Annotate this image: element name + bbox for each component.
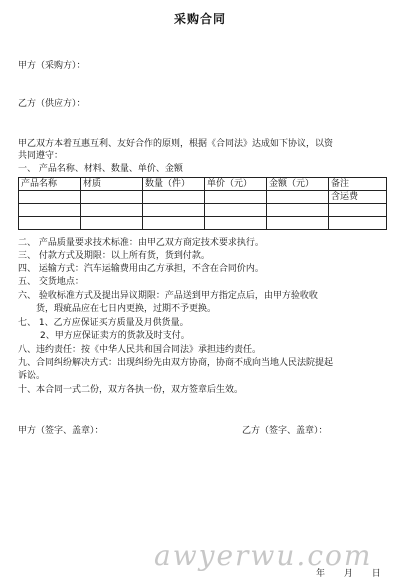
clause-9-line-2: 诉讼。 xyxy=(18,371,46,381)
table-header-row xyxy=(19,178,387,191)
table-cell: 含运费 xyxy=(329,191,387,204)
table-cell xyxy=(143,217,205,230)
table-row xyxy=(19,217,387,230)
clause-3: 三、 付款方式及期限：以上所有货，货到付款。 xyxy=(18,251,210,261)
clause-9-line-1: 九、合同纠纷解决方式：出现纠纷先由双方协商，协商不成向当地人民法院提起 xyxy=(18,358,334,368)
table-cell xyxy=(205,204,267,217)
clause-4: 四、 运输方式：汽车运输费用由乙方承担，不含在合同价内。 xyxy=(18,264,264,274)
table-cell xyxy=(329,204,387,217)
table-cell xyxy=(143,191,205,204)
clause-5: 五、 交货地点： xyxy=(18,277,84,287)
party-a-label: 甲方（采购方）： xyxy=(18,61,86,71)
clause-7-item-2: 2、甲方应保证卖方的货款及时支付。 xyxy=(40,331,190,341)
items-table xyxy=(18,177,387,230)
table-cell xyxy=(19,191,81,204)
intro-line-2: 共同遵守： xyxy=(18,151,64,161)
clause-7-item-1: 七、 1、乙方应保证买方质量及月供货量。 xyxy=(18,318,189,328)
table-cell xyxy=(81,217,143,230)
footer-date: 年 月 日 xyxy=(316,569,389,579)
clause-2: 二、 产品质量要求技术标准：由甲乙双方商定技术要求执行。 xyxy=(18,238,264,248)
intro-line-1: 甲乙双方本着互惠互利、友好合作的原则，根据《合同法》达成如下协议，以资 xyxy=(18,139,334,149)
table-header-cell: 金额（元） xyxy=(267,178,329,191)
table-header-cell: 备注 xyxy=(329,178,387,191)
table-header-cell: 产品名称 xyxy=(19,178,81,191)
clause-6-line-2: 货，瑕疵品应在七日内更换，过期不予更换。 xyxy=(36,304,217,314)
signature-party-b: 乙方（签字、盖章）： xyxy=(242,426,328,436)
table-row xyxy=(19,204,387,217)
table-cell xyxy=(81,191,143,204)
table-header-cell: 数量（件） xyxy=(143,178,205,191)
clause-6-line-1: 六、 验收标准方式及提出异议期限：产品送到甲方指定点后，由甲方验收收 xyxy=(18,291,318,301)
table-cell xyxy=(19,217,81,230)
clause-10: 十、本合同一式二份，双方各执一份，双方签章后生效。 xyxy=(18,385,244,395)
document-title: 采购合同 xyxy=(173,12,226,26)
table-cell xyxy=(143,204,205,217)
table-row xyxy=(19,191,387,204)
clause-1: 一、 产品名称、材料、数量、单价、金额 xyxy=(18,164,183,174)
table-cell xyxy=(267,204,329,217)
table-cell xyxy=(329,217,387,230)
signature-party-a: 甲方（签字、盖章）： xyxy=(18,426,104,436)
watermark: awyerwu.com xyxy=(154,539,373,572)
table-cell xyxy=(81,204,143,217)
table-header-cell: 单价（元） xyxy=(205,178,267,191)
party-b-label: 乙方（供应方）： xyxy=(18,99,86,109)
table-cell xyxy=(267,217,329,230)
clause-8: 八、违约责任：按《中华人民共和国合同法》承担违约责任。 xyxy=(18,345,262,355)
table-cell xyxy=(205,217,267,230)
table-header-cell: 材质 xyxy=(81,178,143,191)
table-cell xyxy=(19,204,81,217)
table-cell xyxy=(267,191,329,204)
table-cell xyxy=(205,191,267,204)
